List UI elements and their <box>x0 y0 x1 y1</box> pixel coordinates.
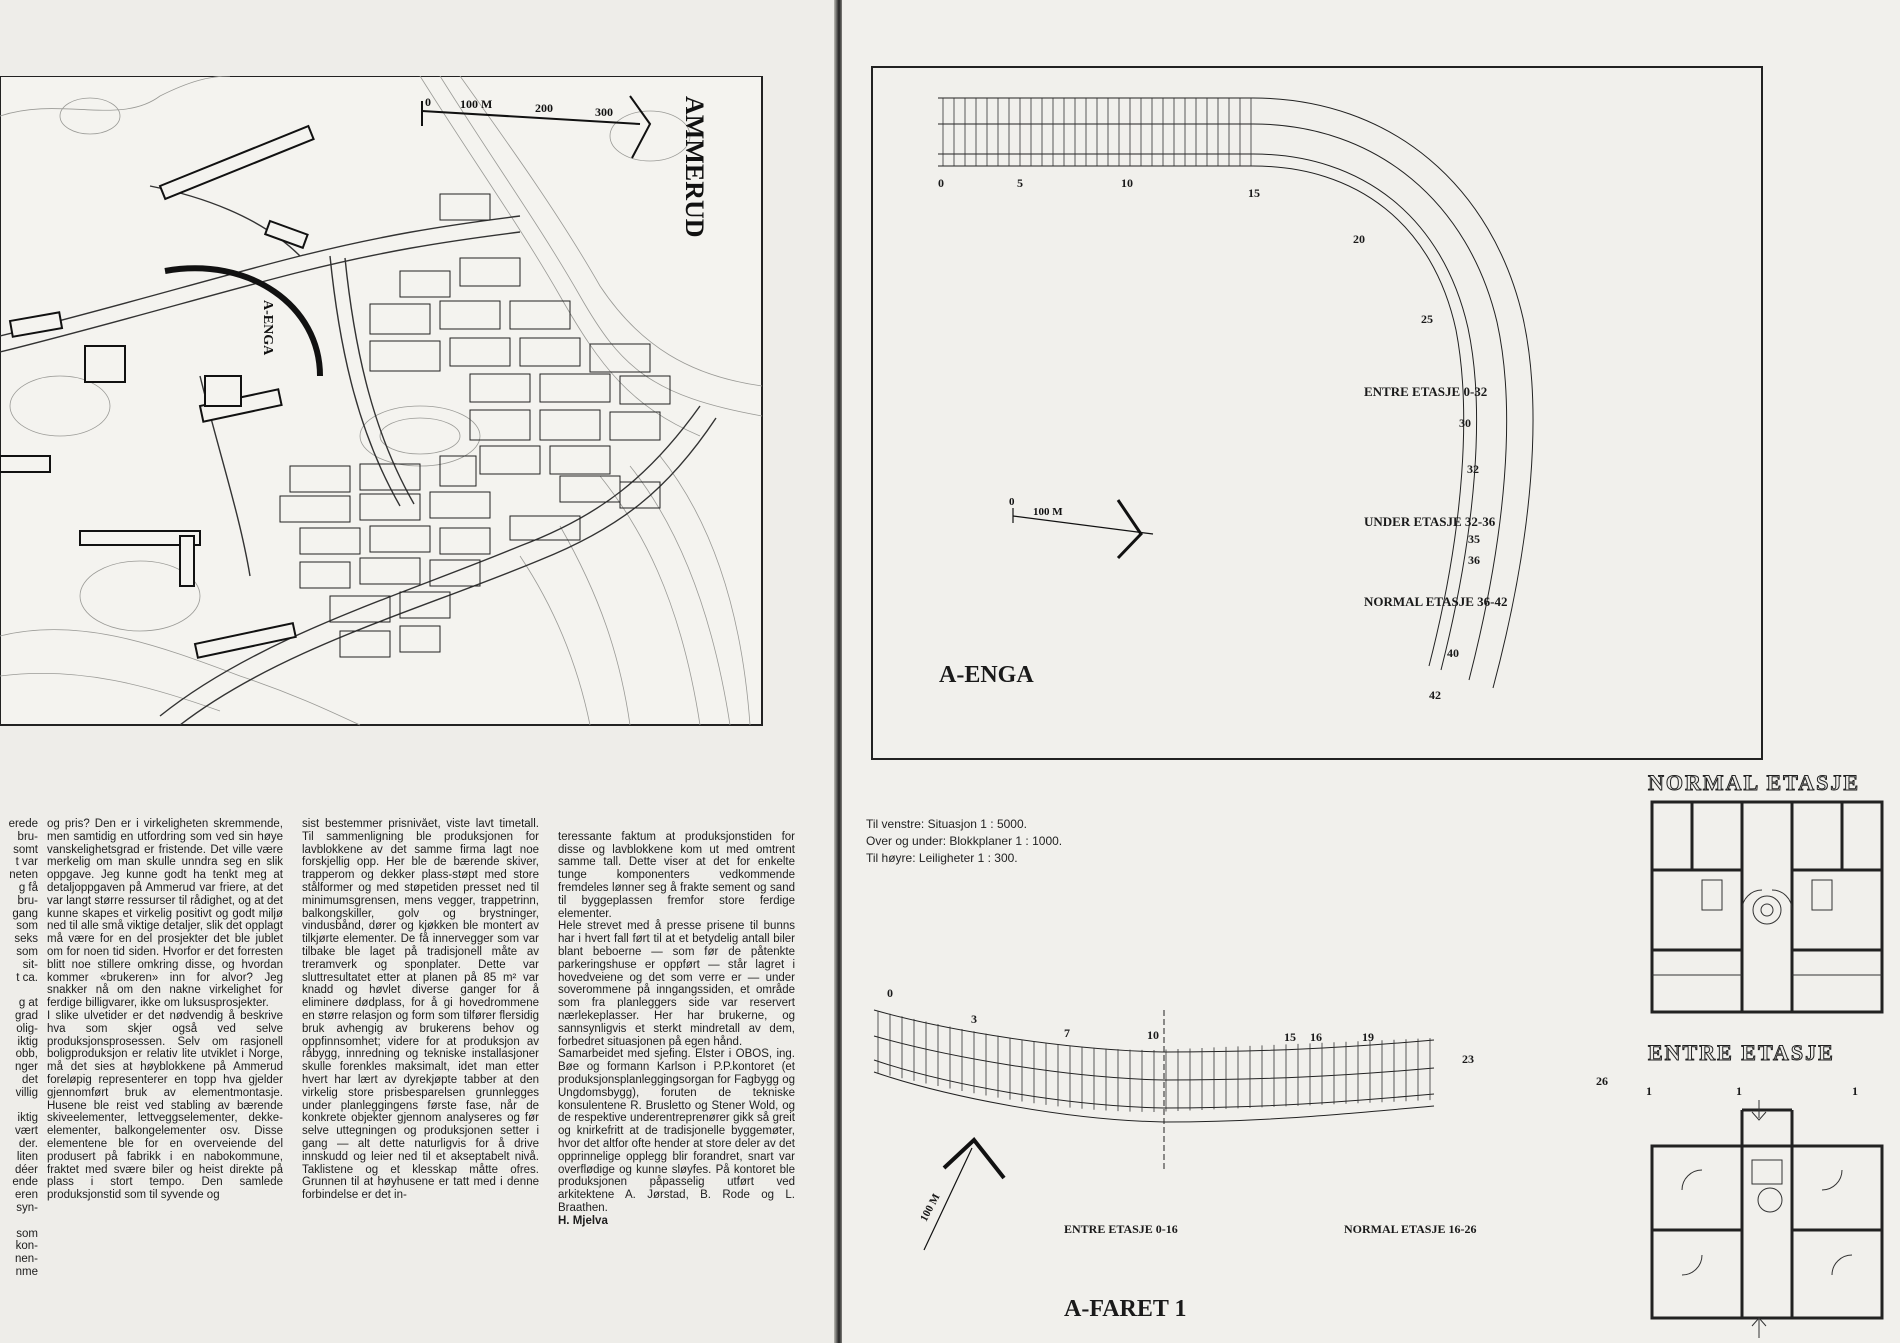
article-fragment-line: iktig <box>17 1112 38 1125</box>
article-fragment-line: seks <box>14 933 38 946</box>
article-fragment-line <box>0 984 38 997</box>
a-enga-num-15: 15 <box>1248 186 1260 200</box>
caption-line-1: Til venstre: Situasjon 1 : 5000. <box>866 817 1027 831</box>
a-faret-num-10: 10 <box>1147 1028 1159 1042</box>
article-fragment-line: som <box>16 1227 38 1240</box>
a-enga-num-32: 32 <box>1467 462 1479 476</box>
a-faret-num-23: 23 <box>1462 1052 1474 1066</box>
map-label-a-enga: A-ENGA <box>260 300 275 356</box>
a-enga-num-40: 40 <box>1447 646 1459 660</box>
a-faret-num-19: 19 <box>1362 1030 1374 1044</box>
article-fragment-line <box>0 1100 38 1113</box>
a-enga-num-36: 36 <box>1468 553 1480 567</box>
right-page <box>842 0 1900 1343</box>
a-faret-num-3: 3 <box>971 1012 977 1026</box>
a-enga-title: A-ENGA <box>939 662 1034 688</box>
article-fragment-line: erede <box>8 818 38 830</box>
article-fragment-line: bru- <box>17 830 38 843</box>
article-fragment-line: vært <box>15 1125 38 1138</box>
a-enga-under-label: UNDER ETASJE 32-36 <box>1364 514 1496 529</box>
a-faret-num-7: 7 <box>1064 1026 1070 1040</box>
article-fragment-line: nme <box>15 1265 38 1278</box>
a-faret-num-26: 26 <box>1596 1074 1608 1088</box>
entre-etasje-apartment-plan <box>1642 1100 1892 1340</box>
a-enga-num-42: 42 <box>1429 688 1441 702</box>
article-fragment-line: g få <box>18 881 38 894</box>
article-fragment-line: ende <box>12 1176 38 1189</box>
a-faret-num-15: 15 <box>1284 1030 1296 1044</box>
article-signature: H. Mjelva <box>558 1214 608 1227</box>
site-plan-map <box>0 76 764 726</box>
entre-mark-3: 1 <box>1852 1084 1858 1098</box>
a-enga-num-5: 5 <box>1017 176 1023 190</box>
article-column-2: sist bestemmer prisnivået, viste lavt timetall. Til sammenligning ble produksjonen for lavblokkene av det samme firma lagt noe forskjellig opp. Her ble de bærende skiver, trapperom og dekker plass-støpt med store stålformer og med støpetiden presset ned til minimumsgrensen, mens vegger, trappetrinn, balkongskiller, golv og brystninger, vindusbånd, dører og kjøkken ble montert av tilkjørte elementer. De få innervegger som var tilbake ble laget på tradisjonell måte av treramverk og sponplater. Dette var sluttresultatet etter at planen på 85 m² var knadd og høvlet diverse ganger for å eliminere dødplass, for å gi hovedrommene en større relasjon og form som tilfører flersidig bruk avhengig av brukerens behov og oppfinnsomhet; videre for at produksjon av råbygg, innredning og tekniske installasjoner skulle forenkles maksimalt, idet man etter hvert har lært av dyrekjøpte tabber at den virkelig store prisbesparelsen grunnlegges under planleggingens første fase, når de konkrete objekter gjennom analyseres og før selve uttegningen og produksjonen setter i gang — alt dette naturligvis for å drive innskudd og leier ned til et akseptabelt nivå. Taklistene og et klesskap måtte ofres. Grunnen til at høyhusene er tatt med i denne forbindelse er det in- <box>302 818 539 1202</box>
a-faret-num-0: 0 <box>887 986 893 1000</box>
entre-mark-2: 1 <box>1736 1084 1742 1098</box>
map-title: AMMERUD <box>680 96 709 238</box>
article-fragment-line <box>0 1215 38 1228</box>
article-fragment-line: somt <box>13 843 38 856</box>
a-faret-num-16: 16 <box>1310 1030 1322 1044</box>
article-fragment-line: t var <box>15 856 38 869</box>
article-fragment-line: eren <box>14 1189 38 1202</box>
scale-mark-300: 300 <box>595 105 613 119</box>
article-fragment-line: obb, <box>15 1048 38 1061</box>
caption-line-2: Over og under: Blokkplaner 1 : 1000. <box>866 834 1063 848</box>
article-fragment-line: der. <box>18 1137 38 1150</box>
a-faret-scale-text: 100 M <box>918 1191 943 1224</box>
a-enga-normal-label: NORMAL ETASJE 36-42 <box>1364 594 1508 609</box>
scale-mark-200: 200 <box>535 101 553 115</box>
a-enga-num-35: 35 <box>1468 532 1480 546</box>
article-fragment-line: olig- <box>16 1022 38 1035</box>
scale-mark-100: 100 M <box>460 97 493 111</box>
a-enga-num-25: 25 <box>1421 312 1433 326</box>
entre-mark-1: 1 <box>1646 1084 1652 1098</box>
article-fragment-line: villig <box>15 1086 38 1099</box>
article-fragment-line: sit- <box>22 958 38 971</box>
normal-etasje-title: NORMAL ETASJE <box>1648 770 1861 795</box>
a-enga-num-0: 0 <box>938 176 944 190</box>
a-enga-plan-frame <box>871 66 1763 760</box>
article-column-1: og pris? Den er i virkeligheten skremmende, men samtidig en utfordring som ved sin høye vanskelighetsgrad er fristende. Det ville være merkelig om man skulle unndra seg en slik oppgave. Jeg kunne godt ha tenkt meg at detaljoppgaven på Ammerud var friere, at det var langt større ressurser til rådighet, og at det kunne skapes et virkelig positivt og godt miljø ned til alle små viktige detaljer, slik det opplagt må være for en del prosjekter det ble jublet om for noen tid siden. Hvorfor er det forresten blitt noe stillere omkring disse, og hvordan kommer «brukeren» inn for alvor? Jeg snakker nå om den nakne virkelighet for ferdige billigvarer, ikke om luksusprosjekter. I slike ulvetider er det nødvendig å beskrive hva som skjer også ved selve produksjonsprosessen. Selv om rasjonell boligproduksjon er relativ lite utviklet i Norge, må det sies at høyblokkene på Ammerud foreløpig representerer en topp hva gjelder gjennomført bruk av elementmontasje. Husene ble reist ved stabling av bærende skiveelementer, lettveggselementer, dekke-elementer, balkongelementer osv. Disse elementene ble for en overveiende del produsert på fabrikk i en nabokommune, fraktet med svære biler og heist direkte på plass i stort tempo. Den samlede produksjonstid som til syvende og <box>47 818 283 1202</box>
article-fragment-line: kon- <box>15 1240 38 1253</box>
normal-etasje-apartment-plan <box>1642 800 1892 1020</box>
a-enga-num-20: 20 <box>1353 232 1365 246</box>
article-fragment-column <box>0 818 38 1318</box>
article-fragment-line: nger <box>14 1061 38 1074</box>
article-fragment-line: liten <box>16 1150 38 1163</box>
article-fragment-line: bru- <box>17 894 38 907</box>
article-fragment-line: iktig <box>17 1035 38 1048</box>
article-fragment-line: t ca. <box>16 971 38 984</box>
article-fragment-line: som <box>16 920 38 933</box>
a-enga-entre-label: ENTRE ETASJE 0-32 <box>1364 384 1488 399</box>
article-column-3-text: teressante faktum at produksjonstiden for disse og lavblokkene kom ut med omtrent samme tall. Dette viser at det for enkelte tunge komponenters vedkommende fremdeles lønner seg å frakte sement og sand til byggeplassen fremfor store ferdige elementer. Hele strevet med å presse prisene til bunns har i hvert fall ført til at et betydelig antall biler blant beboerne — som før de påtenkte parkeringshuse er oppført — står lagret i hovedveiene og det som verre er — under soverommene på inngangssiden, et område som fra planleggers side var reservert nærlekeplasser. Her har brukerne, og sannsynligvis et sterkt mindretall av dem, forbedret situasjonen på egen hånd. Samarbeidet med sjefing. Elster i OBOS, ing. Bøe og formann Karlson i P.P.kontoret (et produksjonsplanleggingsorgan for Fagbygg og Ungdomsbygg), foruten de tekniske konsulentene R. Brusletto og Stener Wold, og de respektive underentreprenører gikk så greit og knirkefritt at de tradisjonelle byggemøter, hvor det altfor ofte hender at store deler av det opprinnelige opplegg blir forandret, snart var overflødige og kunne sløyfes. På kontoret ble produksjonen påpasselig utført ved arkitektene A. Jørstad, B. Rode og L. Braathen. <box>558 830 795 1214</box>
article-fragment-line: gang <box>12 907 38 920</box>
caption-line-3: Til høyre: Leiligheter 1 : 300. <box>866 851 1018 865</box>
article-fragment-line: nen- <box>14 1253 38 1266</box>
a-enga-num-30: 30 <box>1459 416 1471 430</box>
article-fragment-line: g at <box>18 997 38 1010</box>
entre-etasje-title: ENTRE ETASJE <box>1648 1040 1835 1065</box>
article-fragment-line: som <box>16 945 38 958</box>
a-enga-block-plan <box>873 68 1761 758</box>
left-page <box>0 0 836 1343</box>
a-enga-scale-zero: 0 <box>1009 496 1015 508</box>
article-column-3 <box>558 818 795 1318</box>
article-fragment-line: syn- <box>16 1201 38 1214</box>
a-enga-num-10: 10 <box>1121 176 1133 190</box>
caption <box>866 816 1062 867</box>
a-faret-entre-label: ENTRE ETASJE 0-16 <box>1064 1222 1178 1236</box>
a-faret-title: A-FARET 1 <box>1064 1296 1187 1322</box>
article-fragment-line: neten <box>9 869 38 882</box>
scale-mark-0: 0 <box>425 95 431 109</box>
a-enga-scale-text: 100 M <box>1033 506 1063 518</box>
a-faret-normal-label: NORMAL ETASJE 16-26 <box>1344 1222 1477 1236</box>
article-fragment-line: det <box>22 1073 38 1086</box>
article-fragment-line: déer <box>14 1163 38 1176</box>
article-fragment-line: grad <box>14 1009 38 1022</box>
